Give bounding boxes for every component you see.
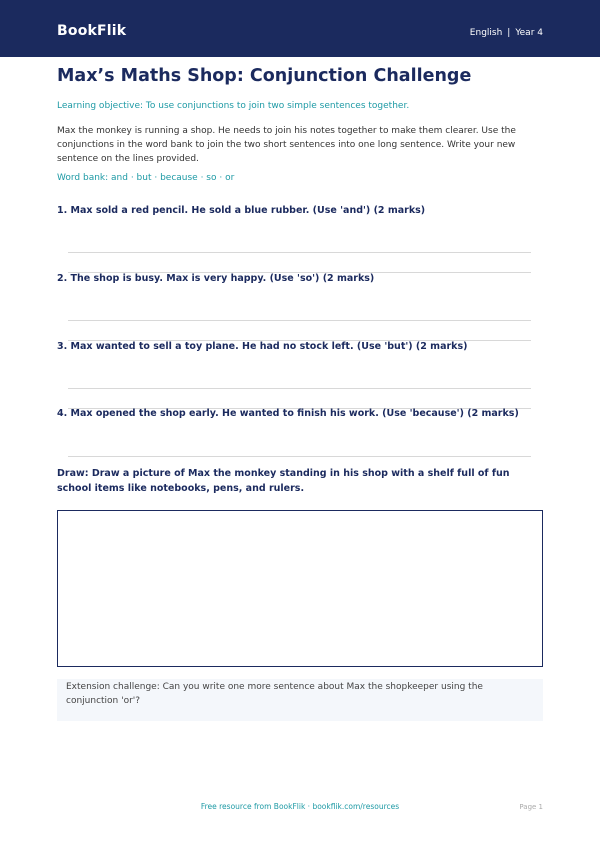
page-title: Max’s Maths Shop: Conjunction Challenge [57, 66, 472, 86]
year-label: Year 4 [515, 28, 543, 38]
brand-logo: BookFlik [57, 23, 127, 39]
answer-line[interactable] [68, 456, 531, 457]
extension-challenge [57, 679, 543, 721]
learning-objective: Learning objective: To use conjunctions to join two simple sentences together. [57, 101, 410, 111]
intro-text: Max the monkey is running a shop. He needs to join his notes together to make them clearer. Use the conjunctions in the word bank to join the two short sentences into one long sentence. Write your new sentence on the lines provided. [57, 126, 516, 164]
word-bank: Word bank: and · but · because · so · or [57, 173, 235, 183]
header-meta [470, 28, 543, 38]
question-3: 3. Max wanted to sell a toy plane. He had no stock left. (Use 'but') (2 marks) [57, 341, 468, 352]
header-separator: | [507, 28, 511, 38]
answer-line[interactable] [68, 252, 531, 253]
answer-line[interactable] [68, 320, 531, 321]
question-2: 2. The shop is busy. Max is very happy. (Use 'so') (2 marks) [57, 273, 375, 284]
draw-prompt: Draw: Draw a picture of Max the monkey standing in his shop with a shelf full of fun school items like notebooks, pens, and rulers. [57, 468, 510, 494]
footer-resource-link[interactable]: Free resource from BookFlik · bookflik.com/resources [200, 802, 400, 811]
drawing-area[interactable] [57, 510, 543, 667]
extension-text: Extension challenge: Can you write one more sentence about Max the shopkeeper using the conjunction 'or'? [66, 682, 483, 706]
question-4: 4. Max opened the shop early. He wanted to finish his work. (Use 'because') (2 marks) [57, 408, 519, 419]
answer-line[interactable] [68, 388, 531, 389]
question-1: 1. Max sold a red pencil. He sold a blue rubber. (Use 'and') (2 marks) [57, 205, 426, 216]
page-number: Page 1 [519, 803, 543, 811]
page-header [0, 0, 600, 57]
subject-label: English [469, 28, 503, 38]
